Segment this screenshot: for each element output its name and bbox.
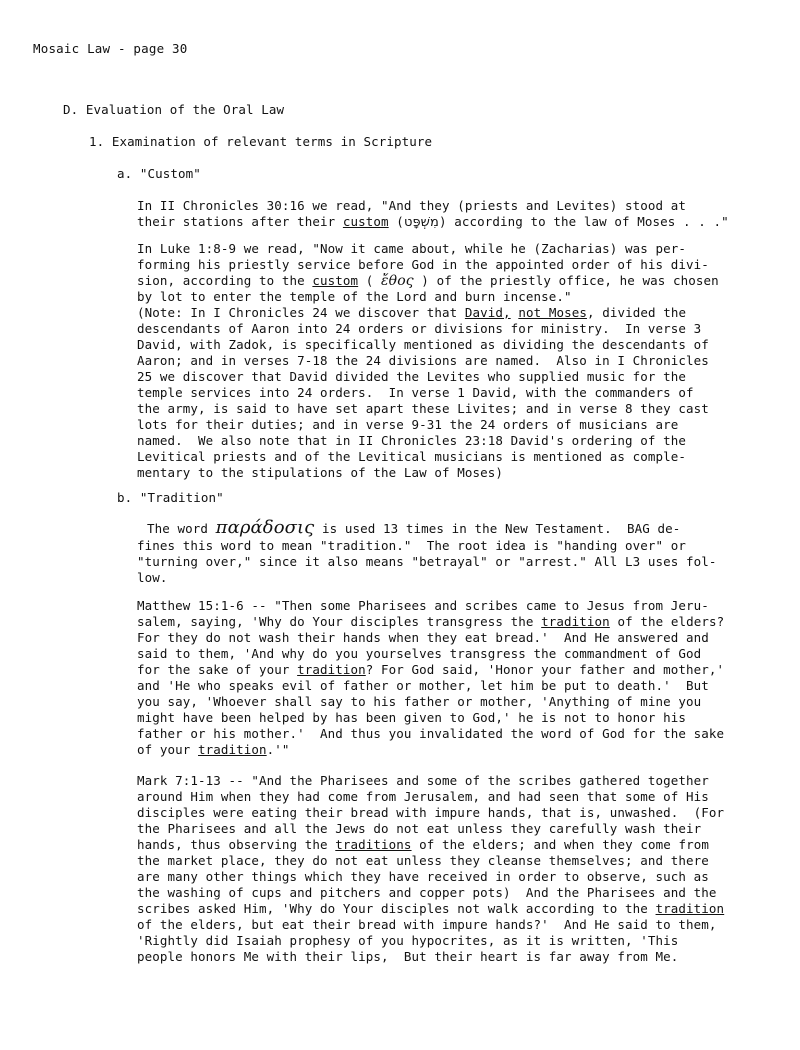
subsection-heading-1: 1. Examination of relevant terms in Scripture — [89, 134, 433, 149]
line-end: of the priestly office, he was chosen — [428, 273, 719, 288]
line: might have been helped by has been given to God,' he is not to honor his — [137, 710, 687, 725]
section-heading-d: D. Evaluation of the Oral Law — [63, 102, 285, 117]
paragraph-matthew — [137, 598, 724, 758]
line-start: salem, saying, 'Why do Your disciples transgress the — [137, 614, 542, 629]
line-start: (Note: In I Chronicles 24 we discover that — [137, 305, 465, 320]
underlined-not-moses: not Moses — [518, 305, 587, 320]
line: around Him when they had come from Jerusalem, and had seen that some of His — [137, 789, 709, 804]
line-start: for the sake of your — [137, 662, 298, 677]
paren-close: ) — [413, 273, 429, 288]
item-heading-a: a. "Custom" — [117, 166, 201, 181]
line: and 'He who speaks evil of father or mother, let him be put to death.' But — [137, 678, 709, 693]
paragraph-word-body — [137, 538, 717, 586]
underlined-tradition: tradition — [297, 662, 366, 677]
underlined-traditions: traditions — [335, 837, 412, 852]
line-start: scribes asked Him, 'Why do Your disciples not walk according to the — [137, 901, 656, 916]
line-start: hands, thus observing the — [137, 837, 336, 852]
line: mentary to the stipulations of the Law of Moses) — [137, 465, 504, 480]
paragraph-note — [137, 305, 686, 321]
line: father or his mother.' And thus you invalidated the word of God for the sake — [137, 726, 725, 741]
line: fines this word to mean "tradition." The root idea is "handing over" or — [137, 538, 687, 553]
line: named. We also note that in II Chronicles 23:18 David's ordering of the — [137, 433, 687, 448]
greek-word-ethos: ἔθος — [381, 273, 414, 289]
underlined-tradition: tradition — [655, 901, 725, 916]
line: Levitical priests and of the Levitical musicians is mentioned as comple- — [137, 449, 687, 464]
line: the Pharisees and all the Jews do not eat unless they carefully wash their — [137, 821, 702, 836]
underlined-custom: custom — [342, 214, 389, 229]
line-start: their stations after their — [137, 214, 343, 229]
paragraph-luke — [137, 241, 719, 305]
line-start: sion, according to the — [137, 273, 313, 288]
line: temple services into 24 orders. In verse 1 David, with the commanders of — [137, 385, 694, 400]
paragraph-note-body — [137, 321, 709, 481]
line-end: of the elders? — [609, 614, 725, 629]
line: 'Rightly did Isaiah prophesy of you hypocrites, as it is written, 'This — [137, 933, 679, 948]
line: 25 we discover that David divided the Levites who supplied music for the — [137, 369, 687, 384]
line: by lot to enter the temple of the Lord and burn incense." — [137, 289, 572, 304]
line: In II Chronicles 30:16 we read, "And they (priests and Levites) stood at — [137, 198, 687, 213]
page-header: Mosaic Law - page 30 — [33, 41, 188, 56]
line: Aaron; and in verses 7-18 the 24 divisions are named. Also in I Chronicles — [137, 353, 709, 368]
paren-close: ) — [438, 214, 447, 229]
line: David, with Zadok, is specifically mentioned as dividing the descendants of — [137, 337, 709, 352]
underlined-david: David, — [464, 305, 511, 320]
line-end: .'" — [266, 742, 290, 757]
line: of the elders, but eat their bread with impure hands?' And He said to them, — [137, 917, 717, 932]
line: descendants of Aaron into 24 orders or divisions for ministry. In verse 3 — [137, 321, 702, 336]
line: the army, is said to have set apart these Livites; and in verse 8 they cast — [137, 401, 709, 416]
line: forming his priestly service before God in the appointed order of his divi- — [137, 257, 709, 272]
line: disciples were eating their bread with impure hands, that is, unwashed. (For — [137, 805, 725, 820]
line: people honors Me with their lips, But their heart is far away from Me. — [137, 949, 679, 964]
line-start: The word — [147, 521, 216, 536]
paragraph-mark — [137, 773, 724, 965]
line: the washing of cups and pitchers and copper pots) And the Pharisees and the — [137, 885, 717, 900]
underlined-custom: custom — [312, 273, 359, 288]
line: Matthew 15:1-6 -- "Then some Pharisees and scribes came to Jesus from Jeru- — [137, 598, 709, 613]
hebrew-word: מִשְׁפָּט — [403, 215, 439, 230]
line-end: according to the law of Moses . . ." — [446, 214, 729, 229]
line: the market place, they do not eat unless they cleanse themselves; and there — [137, 853, 709, 868]
line: low. — [137, 570, 168, 585]
line: In Luke 1:8-9 we read, "Now it came about, while he (Zacharias) was per- — [137, 241, 687, 256]
line: are many other things which they have received in order to observe, such as — [137, 869, 709, 884]
line: For they do not wash their hands when they eat bread.' And He answered and — [137, 630, 709, 645]
underlined-tradition: tradition — [541, 614, 610, 629]
line-end: , divided the — [586, 305, 687, 320]
line: lots for their duties; and in verse 9-31 the 24 orders of musicians are — [137, 417, 679, 432]
line-end: ? For God said, 'Honor your father and mother,' — [365, 662, 725, 677]
line-end: of the elders; and when they come from — [411, 837, 709, 852]
paren-open: ( — [358, 273, 382, 288]
line: Mark 7:1-13 -- "And the Pharisees and some of the scribes gathered together — [137, 773, 709, 788]
item-heading-b: b. "Tradition" — [117, 490, 224, 505]
paren-open: ( — [388, 214, 404, 229]
line-end: is used 13 times in the New Testament. BAG de- — [314, 521, 681, 536]
underlined-tradition: tradition — [198, 742, 267, 757]
line: said to them, 'And why do you yourselves transgress the commandment of God — [137, 646, 702, 661]
paragraph-word — [147, 517, 681, 538]
line: "turning over," since it also means "betrayal" or "arrest." All L3 uses fol- — [137, 554, 717, 569]
paragraph-chronicles — [137, 198, 729, 231]
line: you say, 'Whoever shall say to his father or mother, 'Anything of mine you — [137, 694, 702, 709]
line-start: of your — [137, 742, 199, 757]
greek-word-paradosis: παράδοσις — [215, 517, 315, 538]
